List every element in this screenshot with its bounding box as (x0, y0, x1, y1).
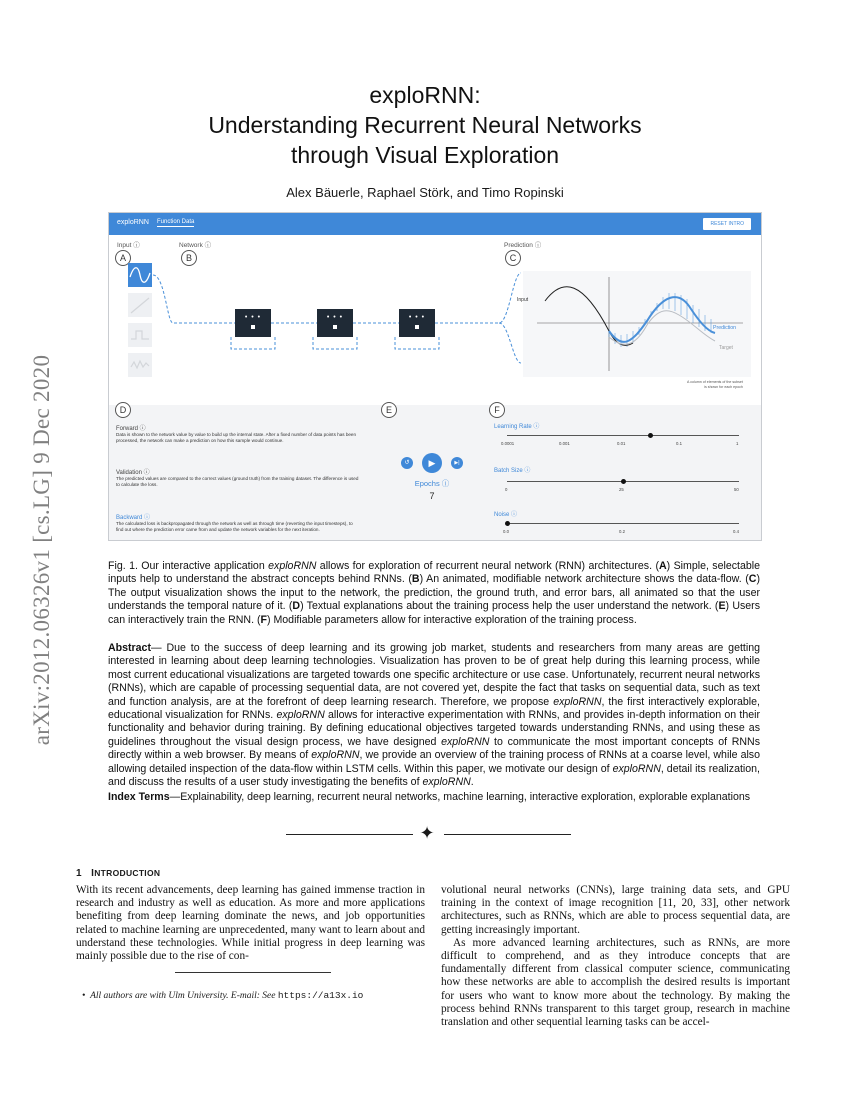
arxiv-identifier-text: arXiv:2012.06326v1 [cs.LG] 9 Dec 2020 (29, 354, 54, 746)
step-forward-icon: ▶| (454, 460, 460, 466)
abstract-part: , the first interactively explorable, educational visualization for RNNs. (108, 695, 760, 722)
footnote-url[interactable]: https://a13x.io (277, 990, 364, 1001)
cell-3-gates: • • • (408, 314, 426, 321)
footnote-rule (175, 972, 331, 973)
prediction-plot (517, 271, 751, 377)
caption-part: ) The output visualization shows the input to the network, the prediction, the ground truth, and error bars, all animated so that the user understands the temporal nature of it. ( (108, 573, 760, 613)
paper-title-line-2: Understanding Recurrent Neural Networks (208, 112, 642, 138)
abstract-app-name: exploRNN (422, 776, 471, 789)
bs-tick-2: 25 (619, 487, 624, 492)
lr-tick-5: 1 (736, 441, 739, 446)
app-brand: exploRNN (117, 219, 149, 226)
plot-note (687, 380, 743, 390)
caption-part: ) Users can interactively train the RNN. ( (108, 600, 760, 626)
caption-marker-a: A (658, 560, 667, 572)
index-terms (108, 791, 760, 804)
abstract-part: — Due to the success of deep learning and its growing job market, students and researchers from many areas are getting interested in learning about deep learning technologies. Visualization has proven to be of great help during this learning process, while most current educational visualizations are targeted towards one specific architecture or use case. Unfortunately, recurrent neural networks (RNNs), which are capable of processing sequential data, are not covered yet, despite the fact that tasks on sequential data, such as text and function analysis, are at the forefront of deep learning research. Therefore, we propose (108, 642, 760, 708)
validation-title: Validation ⓘ (116, 470, 150, 476)
right-column (441, 884, 790, 1029)
plot-note-line-1: A column of elements of the subset (687, 380, 743, 384)
right-column-paragraph-1: volutional neural networks (CNNs), large training data sets, and GPU training in the context of image recognition [11, 20, 33], other network architectures, such as RNNs, which are able to process sequential data, are getting increasingly important. (441, 884, 790, 936)
cell-2-state (333, 325, 337, 329)
marker-f: F (489, 402, 505, 418)
abstract-app-name: exploRNN (441, 735, 490, 748)
abstract-part: . (470, 776, 474, 789)
marker-b: B (181, 250, 197, 266)
batch-size-label: Batch Size ⓘ (494, 468, 531, 474)
left-column-paragraph-1: With its recent advancements, deep learning has gained immense traction in research and industry as well as education. As more and more applications benefiting from deep learning dominate the news, and job opportunities related to machine learning are unprecedented, many want to learn about and understand these technologies. While initial progress in deep learning was mainly possible due to the rise of con- (76, 884, 425, 963)
reset-intro-button[interactable]: RESET INTRO (703, 218, 751, 230)
separator-line-right (444, 834, 571, 835)
plot-target-label: Target (719, 345, 733, 351)
prediction-section-label: Prediction ⓘ (504, 242, 542, 249)
author-list: Alex Bäuerle, Raphael Störk, and Timo Ropinski (286, 185, 564, 200)
abstract-app-name: exploRNN (276, 709, 325, 722)
caption-marker-c: C (748, 573, 757, 586)
index-terms-text: —Explainability, deep learning, recurrent neural networks, machine learning, interactive exploration, explorable explanations (169, 791, 751, 803)
forward-title: Forward ⓘ (116, 426, 146, 432)
caption-marker-f: F (260, 613, 267, 626)
section-heading (76, 868, 160, 879)
training-panel (109, 405, 761, 540)
lr-tick-3: 0.01 (617, 441, 626, 446)
abstract (108, 642, 760, 789)
caption-part: ) Textual explanations about the training process help the user understand the network. ( (300, 600, 719, 613)
forward-text-line-1: Data is shown to the network value by value to build up the internal state. After a fixed number of data points has been (116, 432, 357, 437)
forward-text-line-2: processed, the network can make a prediction on how this sample would continue. (116, 438, 284, 443)
epochs-value: 7 (429, 491, 435, 501)
step-back-button[interactable] (401, 457, 413, 469)
caption-marker-e: E (718, 600, 726, 613)
validation-text-line-1: The predicted values are compared to the correct values (ground truth) from the training dataset. The difference is used (116, 476, 359, 481)
separator-line-left (286, 834, 413, 835)
noise-slider[interactable] (507, 523, 739, 524)
plot-input-label: Input (517, 297, 529, 303)
learning-rate-slider[interactable] (507, 435, 739, 436)
cell-1-state (251, 325, 255, 329)
cell-3-state (415, 325, 419, 329)
figure-caption (108, 560, 760, 627)
batch-size-knob[interactable] (621, 479, 626, 484)
input-section-label: Input ⓘ (117, 242, 140, 249)
bs-tick-1: 0 (505, 487, 508, 492)
learning-rate-knob[interactable] (648, 433, 653, 438)
validation-text-line-2: to calculate the loss. (116, 482, 158, 487)
plot-prediction-label: Prediction (713, 325, 737, 331)
function-data-menu[interactable]: Function Data (157, 219, 195, 225)
section-number: 1 (76, 868, 82, 879)
validation-text (116, 476, 376, 488)
paper-title-line-1: exploRNN: (369, 82, 481, 108)
noise-label: Noise ⓘ (494, 512, 518, 518)
section-title-rest: NTRODUCTION (94, 868, 161, 878)
footnote (82, 990, 363, 1001)
caption-app-name: exploRNN (268, 560, 317, 572)
caption-marker-b: B (411, 573, 420, 586)
abstract-part: allows for interactive experimentation with RNNs, and provides in-depth information on their functionality and behavior during training. By defining educational objectives targeted towards understanding RNNs, and using these as guidelines throughout the visual design process, we have designed (108, 709, 760, 748)
backward-text-line-1: The calculated loss is backpropagated through the network as well as through time (reverting the input timesteps), to (116, 521, 353, 526)
caption-part: ) An animated, modifiable network architecture shows the data-flow. ( (419, 573, 749, 586)
cell-2-gates: • • • (326, 314, 344, 321)
abstract-app-name: exploRNN (553, 695, 602, 708)
separator-star-icon: ✦ (419, 823, 435, 843)
lstm-cell-3[interactable] (399, 309, 435, 337)
cell-1-gates: • • • (244, 314, 262, 321)
lstm-cell-1[interactable] (235, 309, 271, 337)
marker-e: E (381, 402, 397, 418)
noise-knob[interactable] (505, 521, 510, 526)
footnote-text: All authors are with Ulm University. E-mail: See (90, 991, 278, 1001)
caption-part: ) Modifiable parameters allow for interactive exploration of the training process. (266, 613, 637, 626)
step-back-icon: ↺ (404, 460, 410, 466)
caption-part: allows for exploration of recurrent neural network (RNN) architectures. ( (316, 560, 659, 572)
abstract-app-name: exploRNN (612, 762, 661, 775)
teaser-figure (108, 212, 762, 541)
epochs-label: Epochs ⓘ (414, 479, 450, 488)
bs-tick-3: 50 (734, 487, 739, 492)
abstract-label: Abstract (108, 642, 151, 654)
marker-c: C (505, 250, 521, 266)
arxiv-identifier (22, 300, 62, 800)
index-terms-label: Index Terms (108, 791, 170, 803)
lr-tick-1: 0.0001 (501, 441, 515, 446)
backward-text (116, 521, 376, 533)
lr-tick-2: 0.001 (559, 441, 570, 446)
left-column (76, 884, 425, 963)
abstract-part: , we provide an overview of the training process of RNNs at a coarse level, while also allowing detailed inspection of the data-flow within LSTM cells. Within this paper, we motivate our design of (108, 749, 760, 775)
network-section-label: Network ⓘ (179, 242, 212, 249)
marker-d: D (115, 402, 131, 418)
marker-a: A (115, 250, 131, 266)
play-button[interactable] (422, 453, 442, 473)
lr-tick-4: 0.1 (676, 441, 682, 446)
caption-marker-d: D (292, 600, 301, 613)
backward-title: Backward ⓘ (116, 515, 151, 521)
caption-part: ) Simple, selectable inputs help to understand the abstract concepts behind RNNs. ( (108, 560, 761, 586)
learning-rate-label: Learning Rate ⓘ (494, 424, 540, 430)
abstract-app-name: exploRNN (311, 749, 360, 762)
footnote-bullet: • (82, 991, 86, 1001)
backward-text-line-2: find out where the prediction error came from and update the network variables for the next iteration. (116, 527, 320, 532)
play-icon: ▶ (428, 458, 436, 468)
step-forward-button[interactable] (451, 457, 463, 469)
noise-tick-1: 0.0 (503, 529, 509, 534)
abstract-part: to communicate the most important concepts of RNNs directly within a web browser. By means of (108, 735, 760, 762)
section-first-letter: I (91, 868, 95, 879)
right-column-paragraph-2: As more advanced learning architectures, such as RNNs, are more difficult to comprehend, and as they introduce concepts that are fundamentally different from classical computer science, communicating how these networks are able to accomplish the desired results is important for users who want to know more about the technology. By making the process behind RNNs transparent to this target group, research in machine translation and other sequential learning tasks can be accel- (441, 936, 790, 1029)
caption-part: Fig. 1. Our interactive application (108, 560, 269, 572)
paper-title-line-3: through Visual Exploration (290, 142, 560, 168)
noise-tick-3: 0.4 (733, 529, 739, 534)
abstract-part: , detail its realization, and discuss the results of a user study investigating the benefits of (108, 762, 760, 789)
forward-text (116, 432, 376, 444)
lstm-cell-2[interactable] (317, 309, 353, 337)
plot-note-line-2: is shown for each epoch (704, 385, 743, 389)
noise-tick-2: 0.2 (619, 529, 625, 534)
prediction-plot-svg (523, 271, 751, 377)
